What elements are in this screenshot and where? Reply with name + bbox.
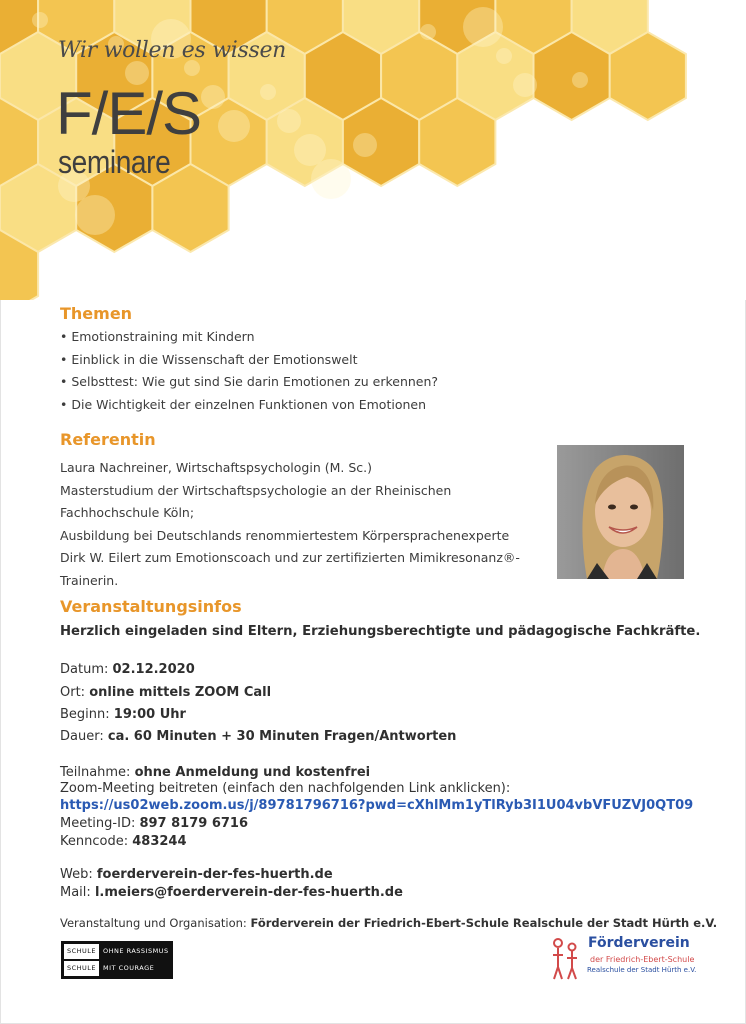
- dauer-value: ca. 60 Minuten + 30 Minuten Fragen/Antworten: [107, 729, 457, 744]
- dauer-label: Dauer:: [60, 729, 104, 744]
- kenncode-row: [60, 834, 187, 849]
- themen-item: • Emotionstraining mit Kindern: [60, 326, 438, 349]
- bokeh-dot: [572, 72, 588, 88]
- themen-list: [60, 326, 438, 416]
- referentin-bio: [60, 457, 540, 592]
- srm-word: MIT COURAGE: [103, 964, 155, 972]
- bokeh-dot: [260, 84, 276, 100]
- bokeh-dot: [496, 48, 512, 64]
- meeting-id-row: [60, 816, 248, 831]
- datum-label: Datum:: [60, 662, 109, 677]
- ort-label: Ort:: [60, 685, 86, 700]
- srm-word: SCHULE: [64, 961, 99, 976]
- bio-line: Trainerin.: [60, 572, 119, 588]
- bokeh-dot: [75, 195, 115, 235]
- foerderverein-subtitle-2: Realschule der Stadt Hürth e.V.: [587, 966, 697, 974]
- mail-label: Mail:: [60, 885, 91, 900]
- beginn-label: Beginn:: [60, 707, 110, 722]
- themen-item: • Selbsttest: Wie gut sind Sie darin Emotionen zu erkennen?: [60, 371, 438, 394]
- web-label: Web:: [60, 867, 93, 882]
- speaker-photo: [557, 445, 684, 579]
- tagline: Wir wollen es wissen: [58, 38, 287, 63]
- srm-word: SCHULE: [64, 944, 99, 959]
- foerderverein-logo: [550, 933, 697, 983]
- referentin-heading: Referentin: [60, 430, 156, 449]
- bokeh-dot: [218, 110, 250, 142]
- mail-row: [60, 885, 403, 900]
- bokeh-dot: [353, 133, 377, 157]
- mail-link[interactable]: l.meiers@foerderverein-der-fes-huerth.de: [94, 885, 403, 900]
- bokeh-dot: [463, 7, 503, 47]
- web-link[interactable]: foerderverein-der-fes-huerth.de: [96, 867, 333, 882]
- bokeh-dot: [277, 109, 301, 133]
- bokeh-dot: [311, 159, 351, 199]
- meeting-id-label: Meeting-ID:: [60, 816, 136, 831]
- datum-row: [60, 662, 195, 677]
- foerderverein-title: Förderverein: [588, 935, 690, 951]
- bio-line: Laura Nachreiner, Wirtschaftspsychologin (M. Sc.): [60, 460, 372, 475]
- themen-item: • Einblick in die Wissenschaft der Emotionswelt: [60, 349, 438, 372]
- zoom-link-row: [60, 798, 693, 813]
- bokeh-dot: [294, 134, 326, 166]
- organisation-label: Veranstaltung und Organisation:: [60, 916, 247, 930]
- bokeh-dot: [201, 85, 225, 109]
- bio-line: Dirk W. Eilert zum Emotionscoach und zur zertifizierten Mimikresonanz®-: [60, 550, 520, 565]
- ort-row: [60, 685, 271, 700]
- dauer-row: [60, 729, 456, 744]
- zoom-instruction: Zoom-Meeting beitreten (einfach den nachfolgenden Link anklicken):: [60, 781, 511, 796]
- invitation-text: Herzlich eingeladen sind Eltern, Erziehungsberechtigte und pädagogische Fachkräfte.: [60, 624, 701, 639]
- bio-line: Ausbildung bei Deutschlands renommiertestem Körpersprachenexperte: [60, 527, 510, 543]
- beginn-row: [60, 707, 186, 722]
- veranstaltung-heading: Veranstaltungsinfos: [60, 597, 242, 616]
- datum-value: 02.12.2020: [112, 662, 195, 677]
- brand-subtitle: seminare: [58, 144, 171, 180]
- ort-value: online mittels ZOOM Call: [89, 685, 272, 700]
- beginn-value: 19:00 Uhr: [113, 707, 186, 722]
- brand-title: F/E/S: [56, 80, 202, 147]
- teilnahme-value: ohne Anmeldung und kostenfrei: [134, 765, 371, 780]
- themen-item: • Die Wichtigkeit der einzelnen Funktionen von Emotionen: [60, 394, 438, 417]
- web-row: [60, 867, 333, 882]
- header-banner: [0, 0, 746, 300]
- teilnahme-label: Teilnahme:: [60, 765, 131, 780]
- teilnahme-row: [60, 765, 370, 780]
- meeting-id-value: 897 8179 6716: [139, 816, 249, 831]
- srm-word: OHNE RASSISMUS: [103, 947, 169, 955]
- kenncode-value: 483244: [132, 834, 187, 849]
- bokeh-dot: [513, 73, 537, 97]
- organisation-value: Förderverein der Friedrich-Ebert-Schule Realschule der Stadt Hürth e.V.: [250, 916, 718, 930]
- organisation-row: [60, 916, 717, 930]
- zoom-link[interactable]: https://us02web.zoom.us/j/89781796716?pwd=cXhlMm1yTlRyb3I1U04vbVFUZVJ0QT09: [60, 798, 694, 813]
- bokeh-dot: [32, 12, 48, 28]
- foerderverein-figures-icon: [550, 935, 586, 981]
- themen-heading: Themen: [60, 304, 133, 323]
- schule-ohne-rassismus-logo: [61, 941, 173, 979]
- bio-line: Masterstudium der Wirtschaftspsychologie an der Rheinischen: [60, 482, 452, 498]
- foerderverein-subtitle: der Friedrich-Ebert-Schule: [590, 955, 695, 964]
- bio-line: Fachhochschule Köln;: [60, 505, 195, 520]
- bokeh-dot: [420, 24, 436, 40]
- kenncode-label: Kenncode:: [60, 834, 129, 849]
